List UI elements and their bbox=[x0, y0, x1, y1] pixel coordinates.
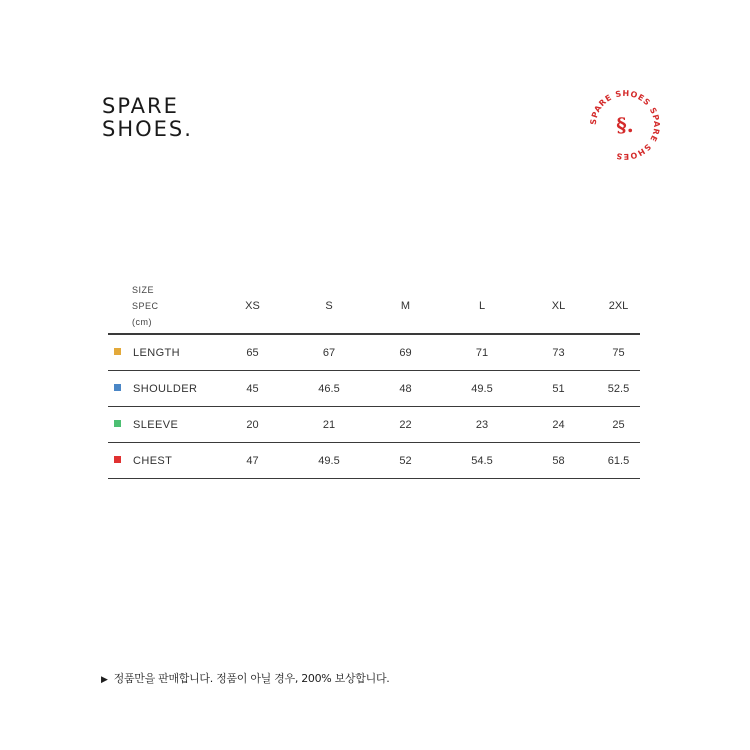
size-column-xs: XS bbox=[214, 278, 291, 334]
table-row-shoulder bbox=[108, 371, 640, 407]
table-cell: 58 bbox=[520, 443, 597, 479]
size-column-s: S bbox=[291, 278, 367, 334]
brand-seal-symbol: §. bbox=[616, 113, 634, 137]
size-column-2xl: 2XL bbox=[597, 278, 640, 334]
size-spec-sublabel: SPEC bbox=[132, 300, 159, 311]
table-cell: 23 bbox=[444, 407, 520, 443]
row-label-cell bbox=[108, 407, 214, 443]
size-spec-header bbox=[108, 278, 214, 334]
row-label-cell bbox=[108, 443, 214, 479]
table-cell: 71 bbox=[444, 334, 520, 371]
table-cell: 51 bbox=[520, 371, 597, 407]
size-spec-label: SIZE bbox=[132, 284, 155, 295]
table-cell: 22 bbox=[367, 407, 444, 443]
length-color-swatch bbox=[114, 348, 121, 355]
table-row-length bbox=[108, 334, 640, 371]
table-row-chest bbox=[108, 443, 640, 479]
row-label: SLEEVE bbox=[133, 418, 179, 431]
table-cell: 21 bbox=[291, 407, 367, 443]
brand-logo bbox=[102, 95, 193, 141]
brand-logo-line1: SPARE bbox=[102, 94, 179, 118]
play-arrow-icon: ▶ bbox=[101, 675, 108, 685]
brand-seal-icon bbox=[585, 85, 665, 165]
chest-color-swatch bbox=[114, 456, 121, 463]
header-row bbox=[108, 278, 640, 334]
row-label: CHEST bbox=[133, 454, 173, 467]
table-row-sleeve bbox=[108, 407, 640, 443]
table-cell: 65 bbox=[214, 334, 291, 371]
brand-seal-ring-text: SPARE SHOES SPARE SHOES bbox=[588, 88, 662, 162]
table-cell: 47 bbox=[214, 443, 291, 479]
size-column-l: L bbox=[444, 278, 520, 334]
row-label: LENGTH bbox=[133, 346, 181, 359]
row-label-cell bbox=[108, 371, 214, 407]
table-cell: 45 bbox=[214, 371, 291, 407]
table-cell: 69 bbox=[367, 334, 444, 371]
table-cell: 46.5 bbox=[291, 371, 367, 407]
table-cell: 49.5 bbox=[291, 443, 367, 479]
authenticity-notice bbox=[101, 670, 390, 686]
size-column-xl: XL bbox=[520, 278, 597, 334]
size-spec-unit: (cm) bbox=[132, 316, 152, 327]
row-label: SHOULDER bbox=[133, 382, 198, 395]
authenticity-notice-text: 정품만을 판매합니다. 정품이 아닐 경우, 200% 보상합니다. bbox=[113, 672, 390, 685]
table-cell: 20 bbox=[214, 407, 291, 443]
table-cell: 54.5 bbox=[444, 443, 520, 479]
table-cell: 61.5 bbox=[597, 443, 640, 479]
table-cell: 75 bbox=[597, 334, 640, 371]
table-cell: 67 bbox=[291, 334, 367, 371]
sleeve-color-swatch bbox=[114, 420, 121, 427]
table-cell: 52.5 bbox=[597, 371, 640, 407]
table-cell: 52 bbox=[367, 443, 444, 479]
table-cell: 24 bbox=[520, 407, 597, 443]
size-spec-table bbox=[108, 278, 640, 479]
brand-logo-line2: SHOES. bbox=[102, 117, 193, 141]
shoulder-color-swatch bbox=[114, 384, 121, 391]
table-cell: 48 bbox=[367, 371, 444, 407]
table-cell: 25 bbox=[597, 407, 640, 443]
row-label-cell bbox=[108, 334, 214, 371]
table-cell: 49.5 bbox=[444, 371, 520, 407]
size-column-m: M bbox=[367, 278, 444, 334]
table-cell: 73 bbox=[520, 334, 597, 371]
